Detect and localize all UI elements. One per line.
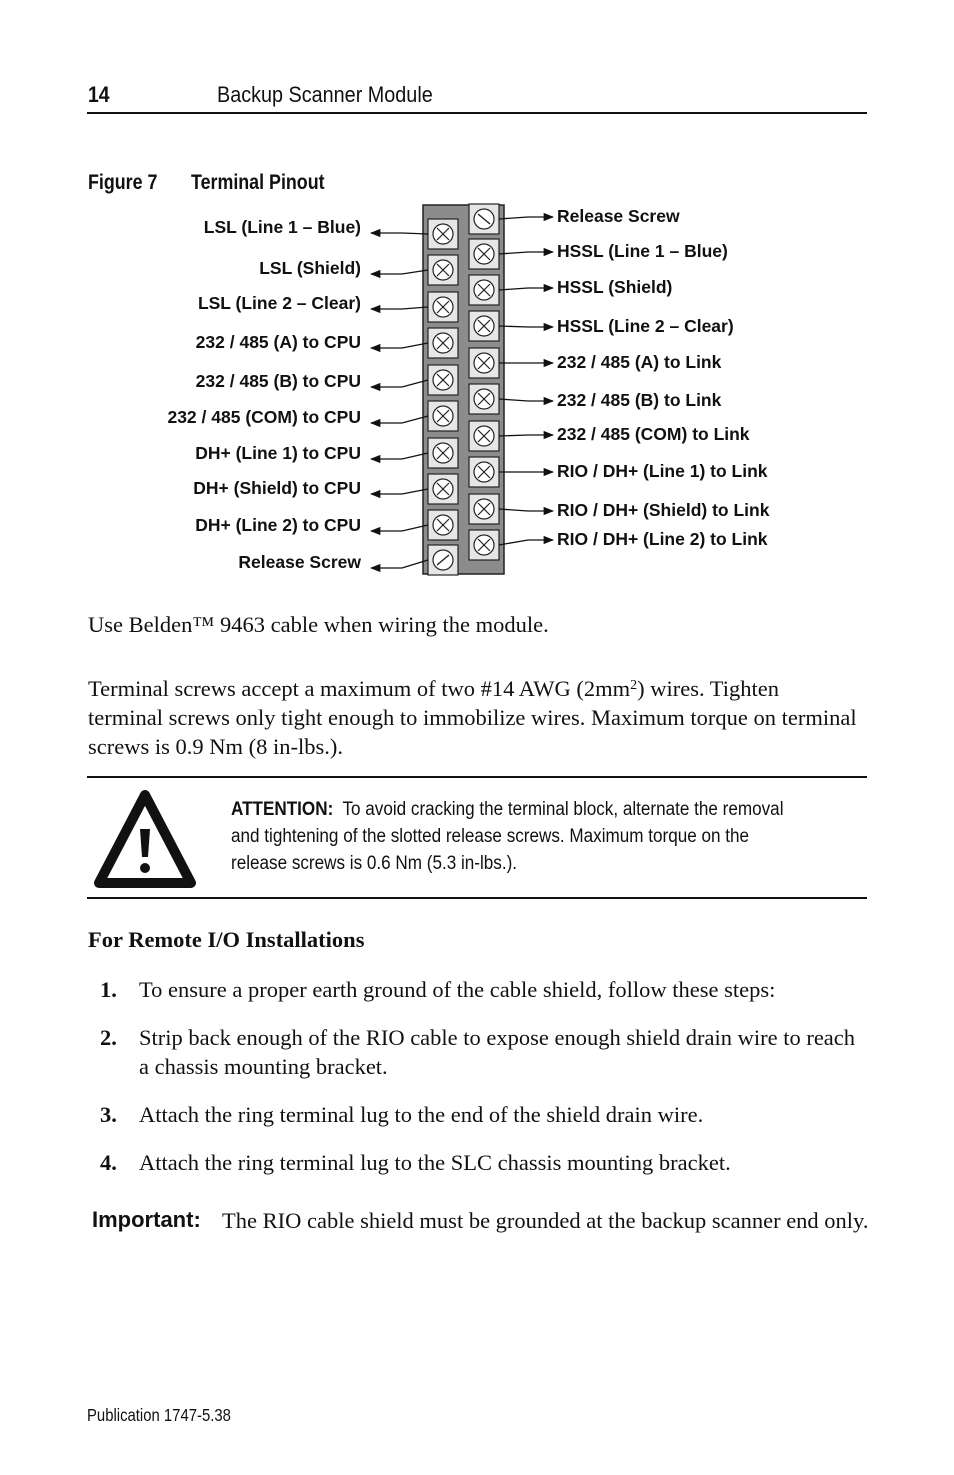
left-terminal-9: [428, 510, 458, 540]
step-number: 3.: [100, 1102, 117, 1127]
left-pin-label: 232 / 485 (COM) to CPU: [167, 407, 361, 427]
right-terminal-7: [469, 421, 499, 451]
screws-note-part-1: Terminal screws accept a maximum of two #14 AWG (2mm: [88, 676, 631, 701]
right-terminal-8: [469, 457, 499, 487]
left-lead-line: [371, 307, 428, 309]
left-pin-label: 232 / 485 (B) to CPU: [195, 371, 361, 391]
figure-title: Terminal Pinout: [191, 171, 325, 194]
screws-note-superscript: 2: [630, 678, 638, 693]
cable-note: Use Belden™ 9463 cable when wiring the module.: [88, 612, 549, 637]
right-lead-line: [499, 540, 553, 545]
attention-bottom-rule: [87, 897, 867, 899]
left-terminal-5: [428, 365, 458, 395]
right-pin-label: RIO / DH+ (Shield) to Link: [557, 500, 770, 520]
right-terminal-2: [469, 239, 499, 269]
right-terminal-10: [469, 530, 499, 560]
terminal-pinout-diagram: [0, 0, 954, 600]
right-pin-label: Release Screw: [557, 206, 680, 226]
left-pin-label: LSL (Shield): [259, 258, 361, 278]
right-terminal-4: [469, 311, 499, 341]
left-pin-label: LSL (Line 1 – Blue): [203, 217, 361, 237]
right-lead-line: [499, 326, 553, 327]
left-pin-label: Release Screw: [238, 552, 361, 572]
right-terminal-5: [469, 348, 499, 378]
page-number: 14: [88, 82, 110, 107]
figure-number: Figure 7: [88, 171, 158, 194]
left-terminal-1: [428, 219, 458, 249]
left-lead-line: [371, 560, 428, 568]
step-number: 1.: [100, 977, 117, 1002]
left-terminal-7: [428, 438, 458, 468]
left-pin-label: DH+ (Shield) to CPU: [193, 478, 361, 498]
step-text: Strip back enough of the RIO cable to expose enough shield drain wire to reach a chassis mounting bracket.: [139, 1025, 856, 1079]
step-text: Attach the ring terminal lug to the SLC chassis mounting bracket.: [139, 1150, 731, 1175]
left-pin-label: DH+ (Line 1) to CPU: [195, 443, 361, 463]
publication-footer: Publication 1747-5.38: [87, 1405, 231, 1425]
left-pin-label: DH+ (Line 2) to CPU: [195, 515, 361, 535]
screws-note: [88, 674, 858, 761]
important-label: Important:: [92, 1207, 201, 1232]
left-lead-line: [371, 489, 428, 494]
left-lead-lines: [371, 233, 428, 568]
right-terminal-3: [469, 275, 499, 305]
left-lead-line: [371, 453, 428, 459]
running-title: Backup Scanner Module: [217, 82, 433, 107]
left-terminal-6: [428, 401, 458, 431]
left-terminal-8: [428, 474, 458, 504]
right-pin-label: HSSL (Shield): [557, 277, 673, 297]
warning-triangle-icon: [93, 789, 197, 891]
right-pin-label: HSSL (Line 2 – Clear): [557, 316, 734, 336]
right-pin-label: RIO / DH+ (Line 1) to Link: [557, 461, 768, 481]
right-pin-labels: [557, 206, 770, 549]
left-pin-label: LSL (Line 2 – Clear): [197, 293, 361, 313]
right-pin-label: 232 / 485 (A) to Link: [557, 352, 722, 372]
step-text: Attach the ring terminal lug to the end of the shield drain wire.: [139, 1102, 704, 1127]
left-pin-labels: [167, 217, 361, 572]
left-lead-line: [371, 233, 428, 234]
right-terminal-9: [469, 494, 499, 524]
attention-label: ATTENTION:: [231, 799, 334, 820]
right-pin-label: RIO / DH+ (Line 2) to Link: [557, 529, 768, 549]
important-text: The RIO cable shield must be grounded at the backup scanner end only.: [222, 1208, 869, 1233]
step-number: 4.: [100, 1150, 117, 1175]
attention-message: [231, 796, 807, 877]
left-terminal-3: [428, 292, 458, 322]
step-number: 2.: [100, 1025, 117, 1050]
right-lead-line: [499, 435, 553, 436]
left-terminal-10: [428, 545, 458, 575]
left-terminal-2: [428, 255, 458, 285]
left-lead-line: [371, 525, 428, 531]
left-lead-line: [371, 343, 428, 348]
right-lead-line: [499, 509, 553, 511]
left-lead-line: [371, 380, 428, 387]
right-terminal-6: [469, 384, 499, 414]
right-pin-label: HSSL (Line 1 – Blue): [557, 241, 728, 261]
left-lead-line: [371, 270, 428, 274]
attention-top-rule: [87, 776, 867, 778]
right-lead-line: [499, 288, 553, 290]
right-terminal-1: [469, 204, 499, 234]
left-pin-label: 232 / 485 (A) to CPU: [195, 332, 361, 352]
step-text: To ensure a proper earth ground of the cable shield, follow these steps:: [139, 977, 776, 1002]
right-lead-line: [499, 217, 553, 219]
right-pin-label: 232 / 485 (B) to Link: [557, 390, 722, 410]
attention-body: To avoid cracking the terminal block, alternate the removal and tightening of the slotted release screws. Maximum torque on the release screws is 0.6 Nm (5.3 in-lbs.).: [231, 799, 784, 874]
screws-note-part-2: ) wires. Tighten terminal screws only tight enough to immobilize wires. Maximum torque on terminal screws is 0.9 Nm (8 in-lbs.).: [88, 676, 857, 759]
right-lead-line: [499, 252, 553, 254]
section-heading: For Remote I/O Installations: [88, 927, 365, 952]
left-terminal-4: [428, 328, 458, 358]
right-lead-lines: [499, 217, 553, 545]
right-pin-label: 232 / 485 (COM) to Link: [557, 424, 750, 444]
right-lead-line: [499, 399, 553, 401]
left-lead-line: [371, 416, 428, 423]
